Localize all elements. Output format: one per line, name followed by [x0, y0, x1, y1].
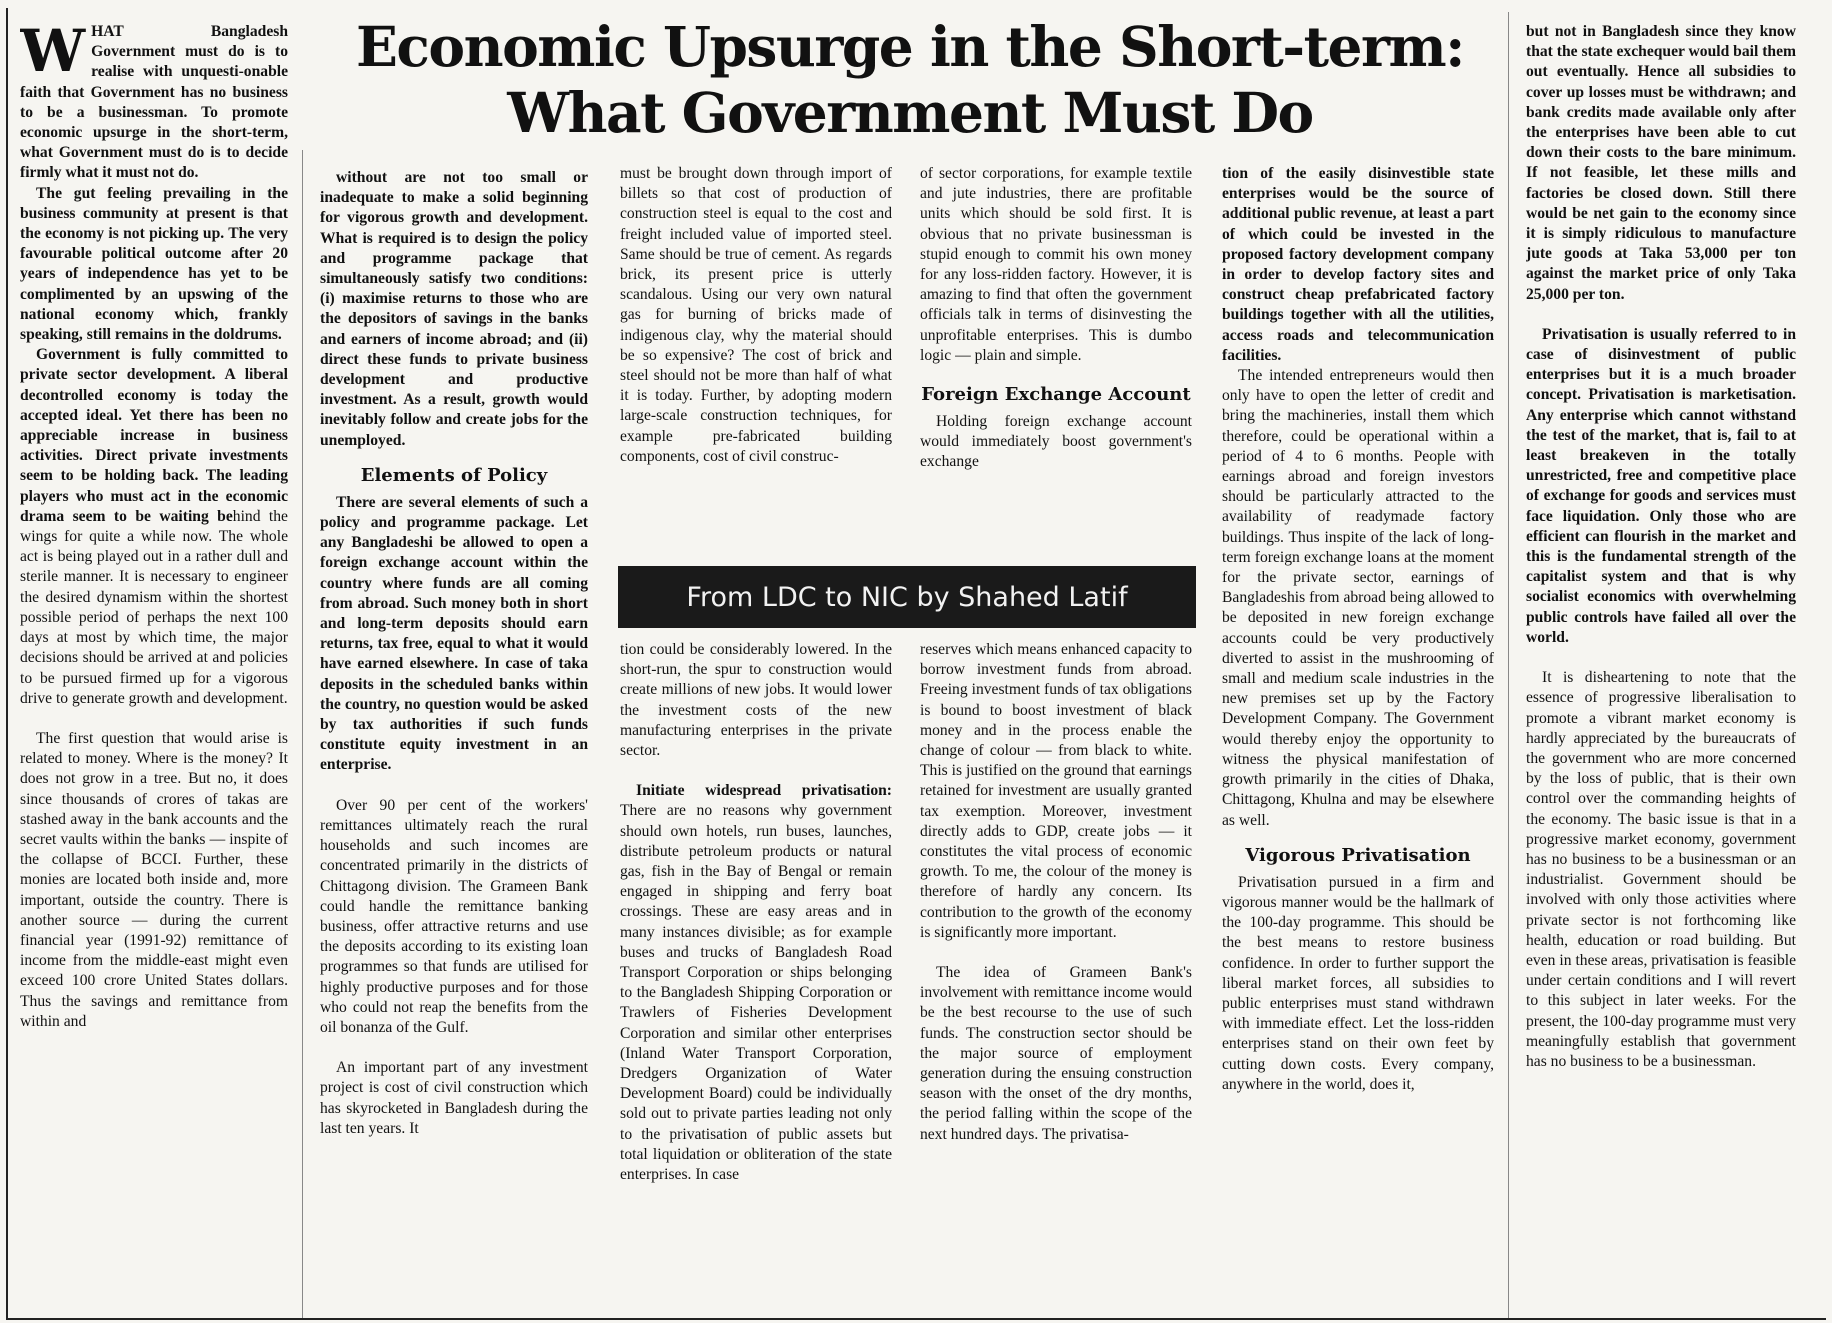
- lead-paragraph: WHAT Bangladesh Government must do is to realise with unquesti-onable faith that Government has no business to be a businessman. To promote economic upsurge in the short-term, what Government must do is to decide firmly what it must not do.: [20, 22, 288, 182]
- headline-line-1: Economic Upsurge in the Short-term:: [356, 14, 1464, 79]
- series-banner: From LDC to NIC by Shahed Latif: [618, 566, 1196, 628]
- paragraph: Privatisation pursued in a firm and vigorous manner would be the hallmark of the 100-day programme. This should be the best means to restore business confidence. In order to further support the liberal market forces, all subsidies to public enterprises must stand withdrawn with immediate effect. Let the loss-ridden enterprises stand on their own feet by cutting down costs. Every company, anywhere in the world, does it,: [1222, 873, 1494, 1093]
- paragraph: Privatisation is usually referred to in case of disinvestment of public enterprises but it is a much broader concept. Privatisation is marketisation. Any enterprise which cannot withstand the test of the market, that is, fail to at least breakeven in the totally unrestricted, free and competitive place of exchange for goods and services must face liquidation. Only those who are efficient can flourish in the market and this is the fundamental strength of the capitalist system and that is why socialist economics with overwhelming public controls have failed all over the world.: [1526, 325, 1796, 646]
- paragraph: Over 90 per cent of the workers' remittances ultimately reach the rural households and such incomes are concentrated primarily in the districts of Chittagong division. The Grameen Bank could handle the remittance banking business, offer attractive returns and use the deposits according to its existing loan programmes so that funds are utilised for highly productive purposes and for those who could not reap the benefits from the oil bonanza of the Gulf.: [320, 796, 588, 1036]
- paragraph: tion of the easily disinvestible state enterprises would be the source of additional public revenue, at least a part of which could be invested in the proposed factory development company in order to develop factory sites and construct cheap prefabricated factory buildings together with all the utilities, access roads and telecommunication facilities.: [1222, 165, 1494, 364]
- column-rule: [1508, 12, 1509, 1318]
- paragraph: The intended entrepreneurs would then only have to open the letter of credit and bring the machineries, install them which therefore, could be operational within a period of 4 to 6 months. People with earnings abroad and foreign investors should be particularly attracted to the availability of readymade factory buildings. Thus inspite of the lack of long-term foreign exchange loans at the moment for the private sector, earnings of Bangladeshis from abroad being allowed to be deposited in new foreign exchange accounts could be very productively diverted to assist in the mushrooming of small and medium scale industries in the new premises set up by the Factory Development Company. The Government would thereby enjoy the opportunity to witness the physical manifestation of growth primarily in the cities of Dhaka, Chittagong, Khulna and may be elsewhere as well.: [1222, 367, 1494, 829]
- paragraph: It is disheartening to note that the essence of progressive liberalisation to promote a vibrant market economy is hardly appreciated by the bureaucrats of the government who are more concerned by the loss of public, that is their own control over the commanding heights of the economy. The basic issue is that in a progressive market economy, government has no business to be a businessman or an industrialist. Government should be involved with only those activities where private sector is not forthcoming like health, education or road building. But even in these areas, privatisation is feasible under certain conditions and I will revert to this subject in later weeks. For the present, the 100-day programme must very meaningfully establish that government has no business to be a businessman.: [1526, 669, 1796, 1070]
- paragraph: without are not too small or inadequate to make a solid beginning for vigorous growth and development. What is required is to design the policy and programme package that simultaneously satisfy two conditions: (i) maximise returns to those who are the depositors of savings in the banks and earners of income abroad; and (ii) direct these funds to private business development and productive investment. As a result, growth would inevitably follow and create jobs for the unemployed.: [320, 169, 588, 449]
- run-in-heading: Initiate widespread privatisation:: [636, 782, 892, 800]
- subheading: Foreign Exchange Account: [921, 384, 1191, 406]
- article-column-5: [1222, 164, 1494, 1318]
- bottom-border: [6, 1318, 1826, 1320]
- drop-cap: W: [20, 22, 86, 85]
- paragraph: of sector corporations, for example textile and jute industries, there are profitable units which should be sold first. It is obvious that no private businessman is stupid enough to commit his own money for any loss-ridden factory. However, it is amazing to find that often the government officials talk in terms of disinvesting the unprofitable enterprises. This is dumbo logic — plain and simple.: [920, 165, 1192, 364]
- paragraph: The gut feeling prevailing in the business community at present is that the economy is not picking up. The very favourable political outcome after 20 years of independence has yet to be complimented by an upswing of the national economy which, frankly speaking, still remains in the doldrums.: [20, 184, 288, 344]
- paragraph: The idea of Grameen Bank's involvement with remittance income would be the best recourse to the use of such funds. The construction sector should be the major source of employment generation during the ensuing construction season with the onset of the dry months, the period falling within the scope of the next hundred days. The privatisa-: [920, 964, 1192, 1143]
- article-column-4-top: [920, 164, 1192, 556]
- article-column-3-bottom: [620, 640, 892, 1318]
- paragraph: reserves which means enhanced capacity to borrow investment funds from abroad. Freeing investment funds of tax obligations is bound to boost investment of black money and in the process enable the change of colour — from black to white. This is justified on the ground that earnings retained for investment are usually granted tax exemption. Moreover, investment directly adds to GDP, create jobs — it constitutes the vital process of economic growth. To me, the colour of the money is therefore of hardly any concern. Its contribution to the growth of the economy is significantly more important.: [920, 641, 1192, 941]
- column-rule: [302, 150, 303, 1318]
- article-column-1: [20, 22, 288, 1318]
- paragraph: Government is fully committed to private sector development. A liberal decontrolled economy is today the accepted ideal. Yet there has been no appreciable increase in business activities. Direct private investments seem to be holding back. The leading players who must act in the economic drama seem to be waiting behind the wings for quite a while now. The whole act is being played out in a rather dull and sterile manner. It is necessary to engineer the desired dynamism within the shortest possible period of perhaps the next 100 days at most by which time, the major decisions should be arrived at and policies to be pursued firmed up for a vigorous drive to generate growth and development.: [20, 346, 288, 707]
- article-column-3-top: [620, 164, 892, 556]
- paragraph: Initiate widespread privatisation: There are no reasons why government should own hotels, run buses, launches, distribute petroleum products or natural gas, fish in the Bay of Bengal or remain engaged in shipping and ferry boat crossings. These are easy areas and in many instances divisible; as for example buses and trucks of Bangladesh Road Transport Corporation or ships belonging to the Bangladesh Shipping Corporation or Trawlers of Fisheries Development Corporation and similar other enterprises (Inland Water Transport Corporation, Dredgers Organization of Water Development Board) could be individually sold out to private parties leading not only to the privatisation of public assets but total liquidation or obliteration of the state enterprises. In case: [620, 782, 892, 1184]
- paragraph: must be brought down through import of billets so that cost of production of construction steel is equal to the cost and freight included value of imported steel. Same should be true of cement. As regards brick, its present price is utterly scandalous. Using our very own natural gas for burning of bricks made of indigenous clay, why the material should be so expensive? The cost of brick and steel should not be more than half of what it is today. Further, by adopting modern large-scale construction techniques, for example pre-fabricated building components, cost of civil construc-: [620, 165, 892, 465]
- subheading: Elements of Policy: [360, 464, 548, 486]
- article-column-6: [1526, 22, 1796, 1318]
- paragraph: There are several elements of such a policy and programme package. Let any Bangladeshi be allowed to open a foreign exchange account within the country where funds are all coming from abroad. Such money both in short and long-term deposits should earn returns, tax free, equal to what it would have earned elsewhere. In case of taka deposits in the scheduled banks within the country, no question would be asked by tax authorities if such funds constitute equity investment in an enterprise.: [320, 493, 588, 774]
- headline: [310, 14, 1510, 146]
- subheading: Vigorous Privatisation: [1245, 844, 1471, 866]
- article-column-4-bottom: [920, 640, 1192, 1318]
- paragraph: The first question that would arise is related to money. Where is the money? It does not grow in a tree. But no, it does since thousands of crores of takas are stashed away in the bank accounts and the secret vaults within the banks — inspite of the collapse of BCCI. Further, these monies are located both inside and, more important, outside the country. There is another source — during the current financial year (1991-92) remittance of income from the middle-east might even exceed 100 crore United States dollars. Thus the savings and remittance from within and: [20, 729, 288, 1030]
- left-border: [6, 8, 8, 1318]
- paragraph: tion could be considerably lowered. In the short-run, the spur to construction would create millions of new jobs. It would lower the investment costs of the new manufacturing enterprises in the private sector.: [620, 641, 892, 760]
- paragraph: Holding foreign exchange account would immediately boost government's exchange: [920, 413, 1192, 471]
- paragraph: An important part of any investment project is cost of civil construction which has skyrocketed in Bangladesh during the last ten years. It: [320, 1059, 588, 1137]
- article-column-2: [320, 168, 588, 1318]
- paragraph: but not in Bangladesh since they know that the state exchequer would bail them out eventually. Hence all subsidies to cover up losses must be withdrawn; and bank credits made available only after the enterprises have been able to cut down their costs to the bare minimum. If not feasible, let these mills and factories be closed down. Still there would be net gain to the economy since it is simply ridiculous to manufacture jute goods at Taka 53,000 per ton against the market price of only Taka 25,000 per ton.: [1526, 23, 1796, 303]
- headline-line-2: What Government Must Do: [507, 80, 1313, 145]
